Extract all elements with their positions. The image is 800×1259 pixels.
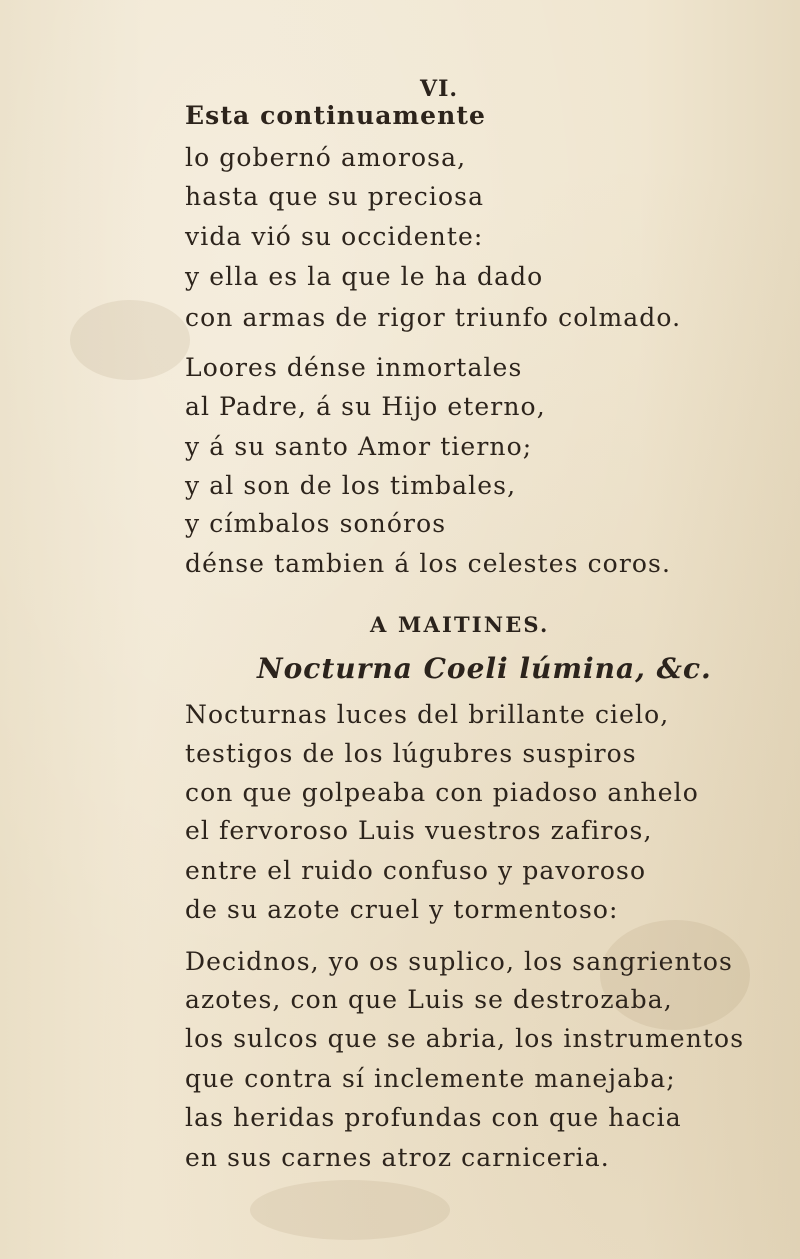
verse-line: con armas de rigor triunfo colmado.	[185, 303, 682, 332]
verse-line: y címbalos sonóros	[185, 509, 447, 538]
paper-stain	[250, 1180, 450, 1240]
verse-line: que contra sí inclemente manejaba;	[185, 1064, 676, 1093]
verse-line: y al son de los timbales,	[185, 471, 517, 500]
verse-line: vida vió su occidente:	[185, 222, 484, 251]
verse-line: al Padre, á su Hijo eterno,	[185, 392, 546, 421]
paper-stain	[70, 300, 190, 380]
section-heading: A MAITINES.	[370, 612, 550, 637]
verse-line: en sus carnes atroz carniceria.	[185, 1143, 610, 1172]
verse-line: Esta continuamente	[185, 101, 487, 130]
section-number: VI.	[420, 76, 459, 102]
verse-line: los sulcos que se abria, los instrumentos	[185, 1024, 745, 1053]
verse-line: y á su santo Amor tierno;	[185, 432, 533, 461]
verse-line: Loores dénse inmortales	[185, 353, 523, 382]
verse-line: el fervoroso Luis vuestros zafiros,	[185, 816, 653, 845]
verse-line: hasta que su preciosa	[185, 182, 485, 211]
verse-line: Decidnos, yo os suplico, los sangrientos	[185, 947, 733, 976]
verse-line: testigos de los lúgubres suspiros	[185, 739, 637, 768]
verse-line: Nocturnas luces del brillante cielo,	[185, 700, 670, 729]
verse-line: con que golpeaba con piadoso anhelo	[185, 778, 699, 807]
verse-line: y ella es la que le ha dado	[185, 262, 544, 291]
verse-line: de su azote cruel y tormentoso:	[185, 895, 619, 924]
verse-line: las heridas profundas con que hacia	[185, 1103, 682, 1132]
verse-line: azotes, con que Luis se destrozaba,	[185, 985, 673, 1014]
section-subtitle: Nocturna Coeli lúmina, &c.	[257, 652, 712, 685]
verse-line: dénse tambien á los celestes coros.	[185, 549, 672, 578]
verse-line: entre el ruido confuso y pavoroso	[185, 856, 647, 885]
verse-line: lo gobernó amorosa,	[185, 143, 467, 172]
